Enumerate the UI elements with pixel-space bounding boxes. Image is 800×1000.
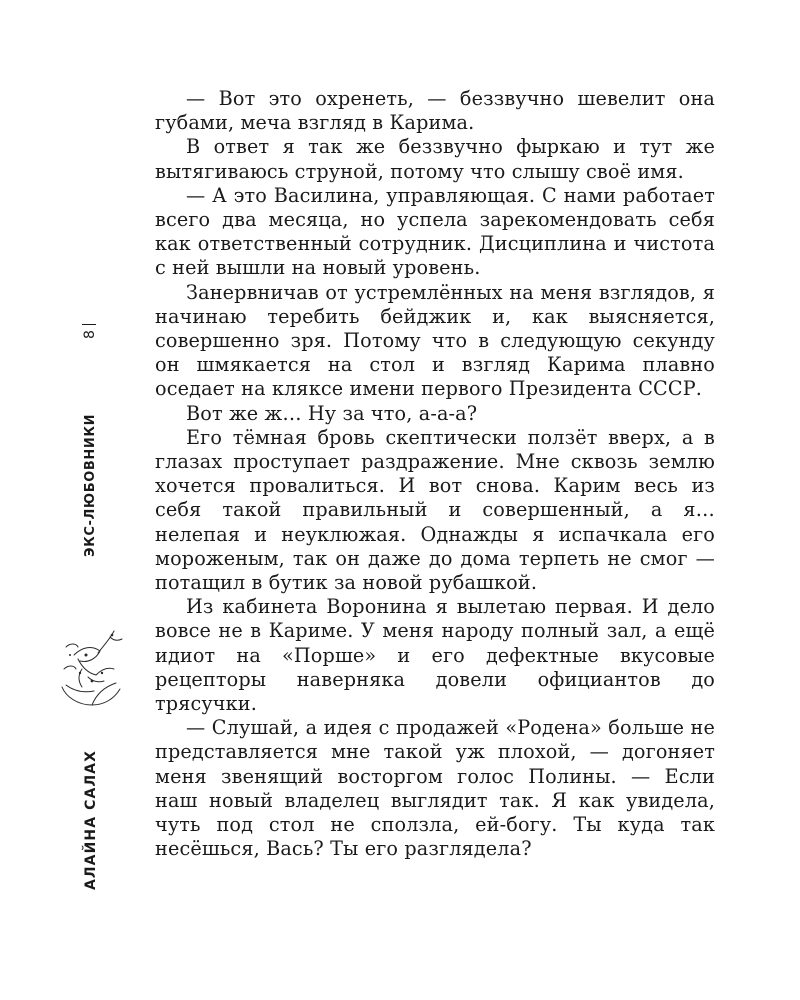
paragraph: — Слушай, а идея с продажей «Родена» больше не представляется мне такой уж плохой, — догоняет меня звенящий восторгом голос Полины. — Если наш новый владелец выглядит так. Я как увидела, чуть под стол не сползла, ей-богу. Ты куда так несёшься, Вась? Ты его разглядела? (155, 716, 715, 861)
paragraph: — А это Василина, управляющая. С нами работает всего два месяца, но успела зарекомендовать себя как ответственный сотрудник. Дисциплина и чистота с ней вышли на новый уровень. (155, 183, 715, 280)
page-number-divider (82, 324, 96, 325)
running-head-author: АЛАЙНА САЛАХ (83, 749, 99, 890)
paragraph: В ответ я так же беззвучно фыркаю и тут же вытягиваюсь струной, потому что слышу своё имя. (155, 135, 715, 183)
paragraph: — Вот это охренеть, — беззвучно шевелит она губами, меча взгляд в Карима. (155, 87, 715, 135)
page-number-value: 8 (82, 329, 98, 339)
paragraph: Вот же ж… Ну за что, а-а-а? (186, 401, 478, 425)
floral-ornament-icon (52, 625, 128, 711)
running-head-title: ЭКС-ЛЮБОВНИКИ (83, 413, 98, 557)
page-number (82, 324, 98, 339)
paragraph: Его тёмная бровь скептически ползёт вверх, а в глазах проступает раздражение. Мне сквозь землю хочется провалиться. И вот снова. Карим весь из себя такой правильный и совершенный, а я… нелепая и неуклюжая. Однажды я испачкала его мороженым, так он даже до дома терпеть не смог — потащил в бутик за новой рубашкой. (155, 425, 715, 595)
paragraph: Занервничав от устремлённых на меня взглядов, я начинаю теребить бейджик и, как выясняется, совершенно зря. Потому что в следующую секунду он шмякается на стол и взгляд Карима плавно оседает на кляксе имени первого Президента СССР. (155, 280, 715, 401)
body-text (155, 87, 715, 862)
paragraph: Из кабинета Воронина я вылетаю первая. И дело вовсе не в Кариме. У меня народу полный зал, а ещё идиот на «Порше» и его дефектные вкусовые рецепторы наверняка довели официантов до трясучки. (155, 595, 715, 716)
